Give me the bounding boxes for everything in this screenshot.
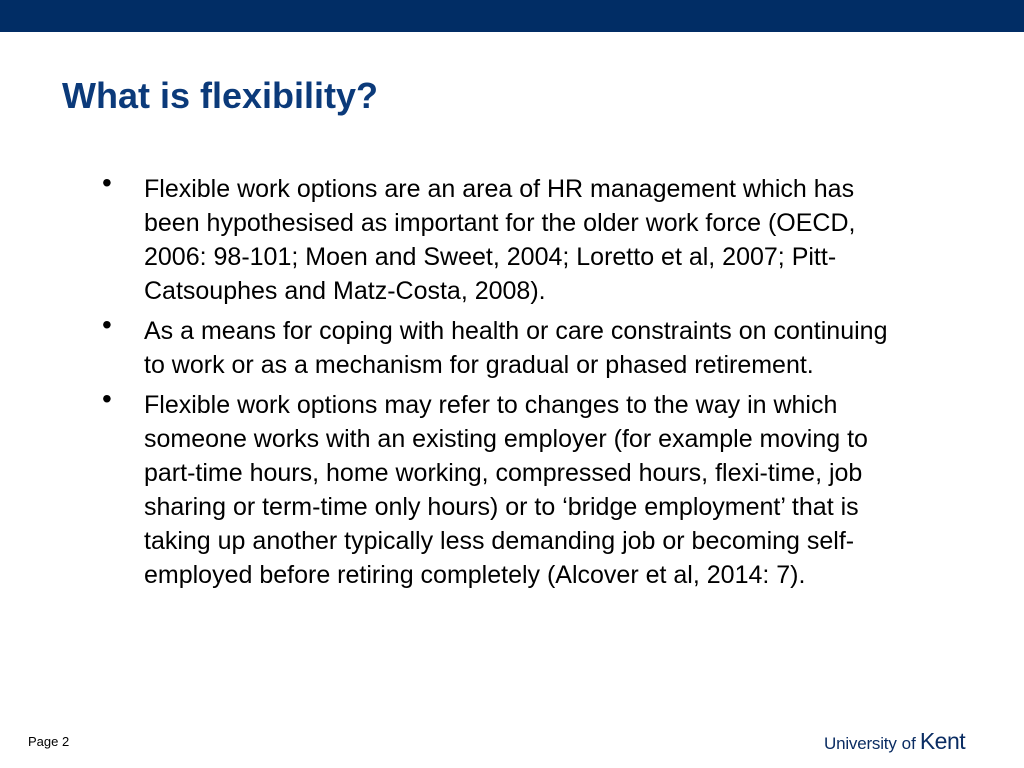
logo-university-text: University	[824, 734, 897, 753]
bullet-list	[100, 167, 890, 598]
bullet-item	[100, 167, 890, 308]
bullet-icon: •	[102, 167, 112, 198]
bullet-item	[100, 309, 890, 382]
bullet-icon: •	[102, 309, 112, 340]
logo-of-text: of	[901, 734, 916, 753]
bullet-item	[100, 383, 890, 592]
logo-kent-text: Kent	[919, 728, 966, 754]
bullet-icon: •	[102, 383, 112, 414]
slide-title: What is flexibility?	[62, 75, 379, 116]
bullet-text: As a means for coping with health or care constraints on continuing to work or as a mechanism for gradual or phased retirement.	[144, 317, 888, 379]
bullet-text: Flexible work options may refer to changes to the way in which someone works with an existing employer (for example moving to part-time hours, home working, compressed hours, flexi-time, job sharing or term-time only hours) or to ‘bridge employment’ that is taking up another typically less demanding job or becoming self-employed before retiring completely (Alcover et al, 2014: 7).	[144, 391, 868, 589]
university-logo	[824, 728, 965, 760]
bullet-text: Flexible work options are an area of HR management which has been hypothesised as important for the older work force (OECD, 2006: 98-101; Moen and Sweet, 2004; Loretto et al, 2007; Pitt-Catsouphes and Matz-Costa, 2008).	[144, 175, 856, 305]
header-bar	[0, 0, 1024, 32]
page-number: Page 2	[28, 734, 70, 749]
